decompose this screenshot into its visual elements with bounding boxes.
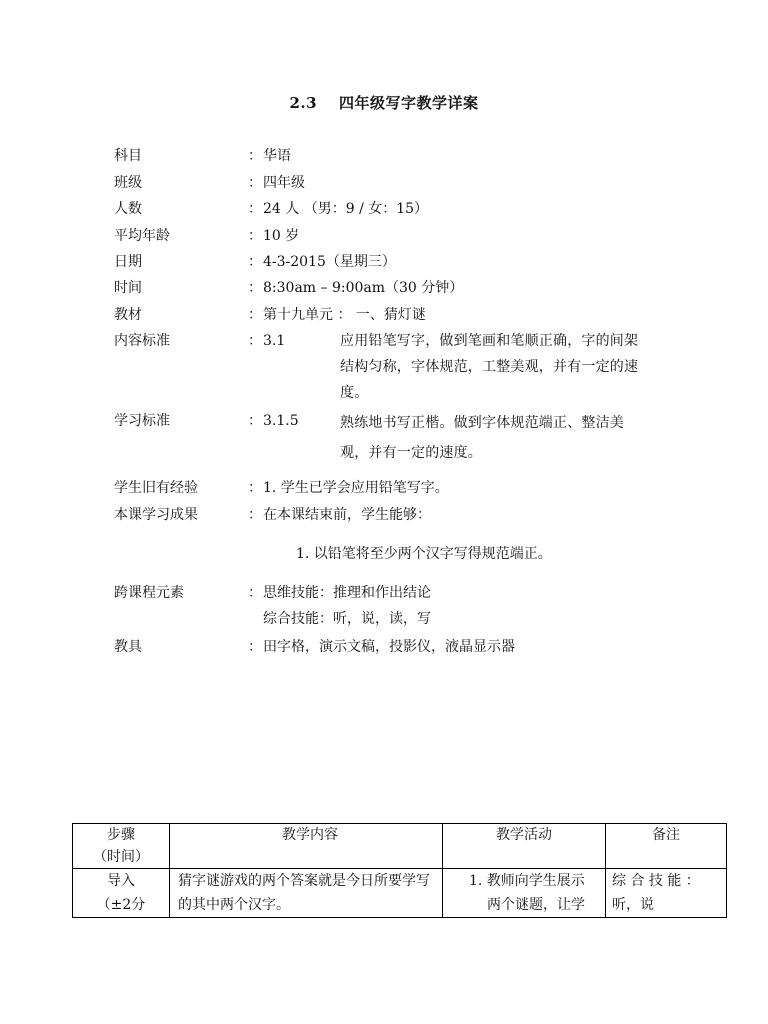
info-row-age: [0, 225, 768, 247]
info-label: 人数: [114, 201, 142, 217]
text-line: 观，并有一定的速度。: [340, 445, 482, 461]
text-line: 度。: [340, 385, 369, 401]
info-row-count: [0, 198, 768, 220]
header-step-label: 步骤: [107, 827, 135, 843]
header-step: [73, 824, 170, 869]
table-header-row: [73, 824, 727, 869]
content-standard-code: 3.1: [263, 333, 286, 349]
cross-curriculum-row-2: [0, 608, 768, 630]
cell-activity: [443, 869, 606, 918]
tools-value: 田字格，演示文稿，投影仪，液晶显示器: [263, 639, 515, 655]
info-value: 第十九单元 ： 一、猜灯谜: [263, 307, 426, 323]
colon: ：: [248, 639, 262, 655]
step-time: （±2分: [96, 897, 146, 913]
header-remark: 备注: [606, 824, 727, 869]
info-row-material: [0, 304, 768, 326]
outcome-item: 1. 以铅笔将至少两个汉字写得规范端正。: [296, 546, 552, 562]
colon: ：: [248, 228, 262, 244]
colon: ：: [248, 201, 262, 217]
info-label: 日期: [114, 254, 142, 270]
content-standard-text: [340, 328, 660, 406]
outcome-item-row: [0, 543, 768, 565]
info-value: 24 人 （男：9 / 女：15）: [263, 201, 429, 217]
title-text: 四年级写字教学详案: [339, 94, 479, 112]
section-number: 2.3: [289, 94, 318, 112]
info-value: 4-3-2015（星期三）: [263, 254, 396, 270]
learning-standard-row: [0, 410, 768, 461]
text-line: 熟练地书写正楷。做到字体规范端正、整洁美: [340, 415, 624, 431]
cell-step: [73, 869, 170, 918]
info-row-class: [0, 172, 768, 194]
activity-line: 两个谜题，让学: [487, 897, 585, 913]
colon: ：: [248, 585, 262, 601]
text-line: 结构匀称，字体规范，工整美观，并有一定的速: [340, 359, 639, 375]
prior-value: 1. 学生已学会应用铅笔写字。: [263, 480, 449, 496]
cross-curriculum-row: [0, 582, 768, 604]
info-label: 平均年龄: [114, 228, 170, 244]
info-value: 8:30am – 9:00am（30 分钟）: [263, 280, 464, 296]
info-row-subject: [0, 145, 768, 167]
colon: ：: [248, 254, 262, 270]
colon: ：: [248, 280, 262, 296]
tools-label: 教具: [114, 639, 142, 655]
content-standard-label: 内容标准: [114, 333, 170, 349]
info-value: 华语: [263, 148, 291, 164]
prior-experience-row: [0, 477, 768, 499]
info-value: 四年级: [263, 175, 305, 191]
colon: ：: [248, 507, 262, 523]
remark-line: 综 合 技 能 ：: [612, 873, 700, 889]
colon: ：: [248, 148, 262, 164]
remark-line: 听，说: [612, 897, 654, 913]
cell-remark: [606, 869, 727, 918]
header-content: 教学内容: [170, 824, 443, 869]
header-activity: 教学活动: [443, 824, 606, 869]
lesson-plan-table: [72, 823, 727, 918]
prior-label: 学生旧有经验: [114, 480, 198, 496]
colon: ：: [248, 413, 262, 429]
info-label: 科目: [114, 148, 142, 164]
colon: ：: [248, 333, 262, 349]
outcome-value: 在本课结束前，学生能够：: [263, 507, 431, 523]
info-row-time: [0, 277, 768, 299]
step-label: 导入: [107, 873, 135, 889]
cell-content: 猜字谜游戏的两个答案就是今日所要学写的其中两个汉字。: [170, 869, 443, 918]
outcome-label: 本课学习成果: [114, 507, 198, 523]
page-title: [0, 92, 768, 113]
table-row: [73, 869, 727, 918]
info-row-date: [0, 251, 768, 273]
tools-row: [0, 636, 768, 658]
outcome-row: [0, 504, 768, 526]
colon: ：: [248, 480, 262, 496]
info-value: 10 岁: [263, 228, 300, 244]
info-label: 班级: [114, 175, 142, 191]
colon: ：: [248, 307, 262, 323]
cross-label: 跨课程元素: [114, 585, 184, 601]
content-standard-row: [0, 330, 768, 401]
info-label: 时间: [114, 280, 142, 296]
cross-line-1: 思维技能：推理和作出结论: [263, 585, 431, 601]
text-line: 应用铅笔写字，做到笔画和笔顺正确，字的间架: [340, 333, 639, 349]
colon: ：: [248, 175, 262, 191]
learning-standard-label: 学习标准: [114, 413, 170, 429]
learning-standard-code: 3.1.5: [263, 413, 299, 429]
cross-line-2: 综合技能：听，说，读，写: [263, 611, 431, 627]
info-label: 教材: [114, 307, 142, 323]
header-step-sub: （时间）: [93, 849, 149, 865]
learning-standard-text: [340, 408, 660, 468]
activity-line: 1. 教师向学生展示: [469, 873, 585, 889]
